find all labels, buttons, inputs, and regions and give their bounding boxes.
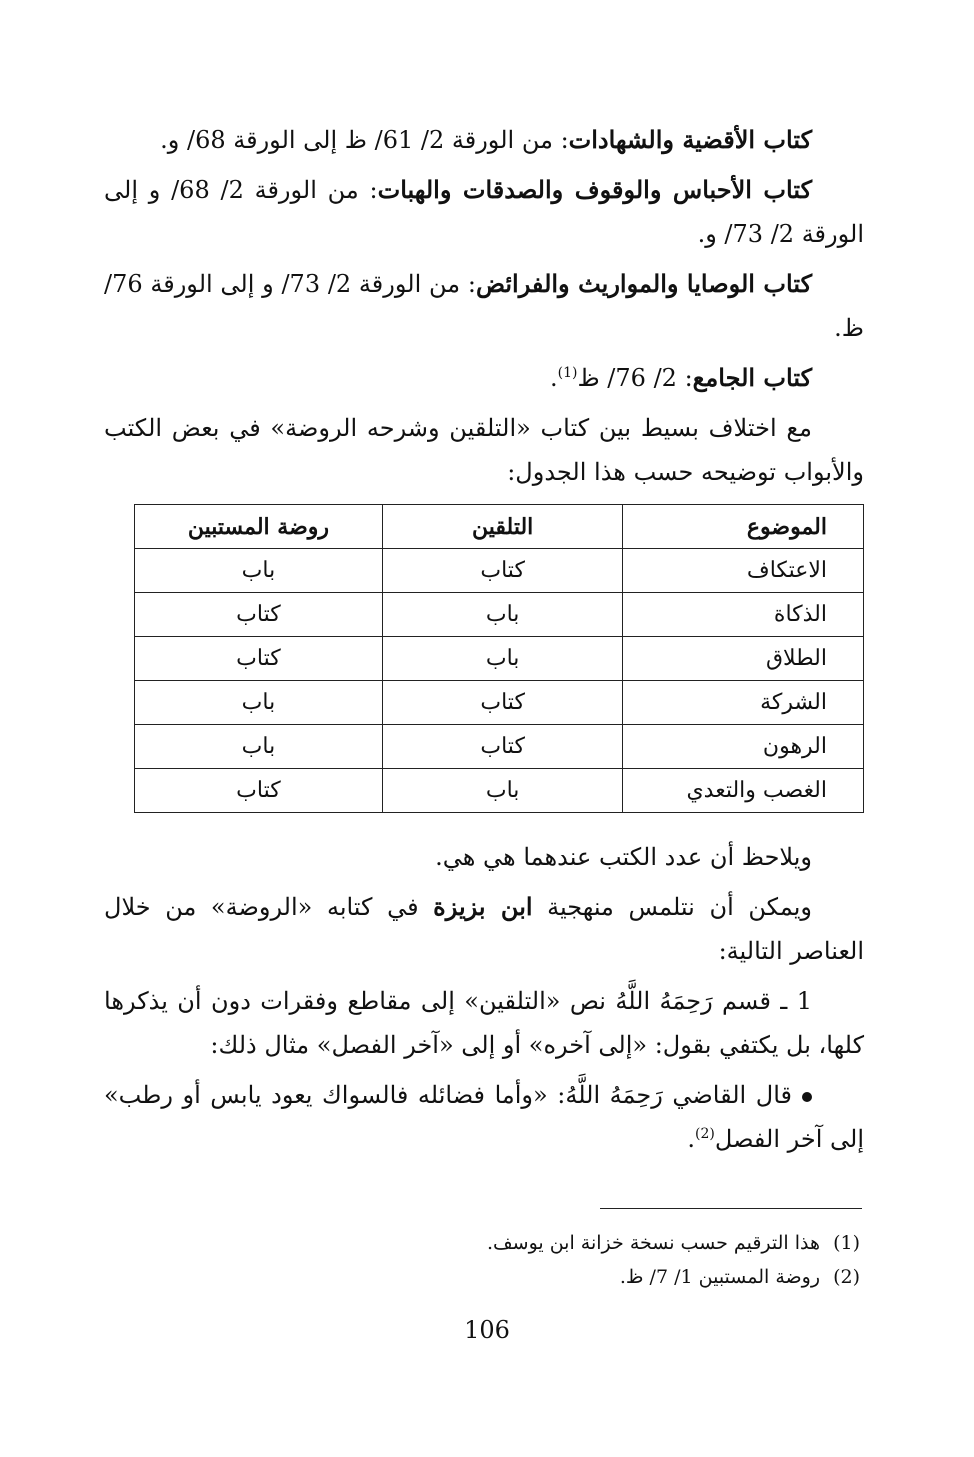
footnote-ref[interactable]: (1) — [557, 365, 578, 381]
table-row — [135, 725, 864, 769]
footnote-number: (2) — [833, 1266, 860, 1288]
table-cell: كتاب — [135, 637, 383, 681]
header-topic: الموضوع — [623, 505, 864, 549]
paragraph-9 — [104, 1073, 864, 1161]
paragraph-end: . — [549, 364, 558, 392]
paragraph-text: : من الورقة 2/ 61/ ظ إلى الورقة 68/ و. — [160, 126, 569, 154]
table-cell: باب — [382, 769, 623, 813]
author-name: ابن بزيزة — [433, 892, 533, 921]
table-row — [135, 681, 864, 725]
table-cell: الاعتكاف — [623, 549, 864, 593]
footnote-divider — [600, 1208, 862, 1209]
paragraph-text: قال القاضي رَحِمَهُ اللَّهُ: «وأما فضائله فالسواك يعود يابس أو رطب» إلى آخر الفصل — [104, 1081, 864, 1153]
paragraph-text: : من الورقة 2/ 68/ و إلى الورقة 2/ 73/ و. — [104, 176, 864, 248]
table-row — [135, 769, 864, 813]
bullet-icon — [802, 1092, 812, 1102]
table-cell: كتاب — [382, 725, 623, 769]
paragraph-7 — [104, 885, 864, 973]
table-cell: الغصب والتعدي — [623, 769, 864, 813]
paragraph-8: 1 ـ قسم رَحِمَهُ اللَّهُ نص «التلقين» إلى مقاطع وفقرات دون أن يذكرها كلها، بل يكتفي بقول: «إلى آخره» أو إلى «آخر الفصل» مثال ذلك: — [104, 987, 864, 1059]
table-cell: باب — [382, 637, 623, 681]
paragraph-2 — [104, 168, 864, 256]
page-number: 106 — [464, 1316, 510, 1344]
footnote-number: (1) — [833, 1232, 860, 1254]
table-row — [135, 637, 864, 681]
book-title: كتاب الجامع — [692, 363, 812, 392]
table-cell: باب — [135, 549, 383, 593]
table-cell: الشركة — [623, 681, 864, 725]
paragraph-text: في كتابه «الروضة» من خلال العناصر التالية: — [104, 893, 864, 965]
paragraph-5: مع اختلاف بسيط بين كتاب «التلقين وشرحه الروضة» في بعض الكتب والأبواب توضيحه حسب هذا الجدول: — [104, 414, 864, 486]
page-body — [104, 118, 864, 1167]
paragraph-6: ويلاحظ أن عدد الكتب عندهما هي هي. — [435, 843, 812, 871]
comparison-table — [134, 504, 864, 813]
table-cell: كتاب — [382, 549, 623, 593]
table-cell: باب — [135, 681, 383, 725]
footnote-item — [104, 1260, 860, 1294]
table-cell: كتاب — [135, 593, 383, 637]
paragraph-text: ويمكن أن نتلمس منهجية — [532, 893, 813, 921]
table-cell: كتاب — [135, 769, 383, 813]
table-header-row — [135, 505, 864, 549]
table-cell: باب — [382, 593, 623, 637]
paragraph-1 — [104, 118, 864, 162]
footnotes — [104, 1226, 860, 1294]
book-title: كتاب الأحباس والوقوف والصدقات والهبات — [377, 175, 813, 204]
header-rawdat: روضة المستبين — [135, 505, 383, 549]
book-title: كتاب الوصايا والمواريث والفرائض — [475, 269, 813, 298]
footnote-ref[interactable]: (2) — [695, 1126, 715, 1142]
header-talqin: التلقين — [382, 505, 623, 549]
table-cell: الرهون — [623, 725, 864, 769]
footnote-item — [104, 1226, 860, 1260]
paragraph-text: : 2/ 76/ ظ — [577, 364, 693, 392]
paragraph-3 — [104, 262, 864, 350]
footnote-text: روضة المستبين 1/ 7/ ظ. — [619, 1266, 820, 1288]
paragraph-4 — [104, 356, 864, 400]
table-row — [135, 549, 864, 593]
table-row — [135, 593, 864, 637]
table-cell: الطلاق — [623, 637, 864, 681]
table-cell: الذكاة — [623, 593, 864, 637]
table-cell: كتاب — [382, 681, 623, 725]
book-title: كتاب الأقضية والشهادات — [568, 125, 812, 154]
table-cell: باب — [135, 725, 383, 769]
footnote-text: هذا الترقيم حسب نسخة خزانة ابن يوسف. — [486, 1232, 820, 1254]
paragraph-end: . — [687, 1125, 696, 1153]
paragraph-text: : من الورقة 2/ 73/ و إلى الورقة 76/ ظ. — [104, 270, 864, 342]
